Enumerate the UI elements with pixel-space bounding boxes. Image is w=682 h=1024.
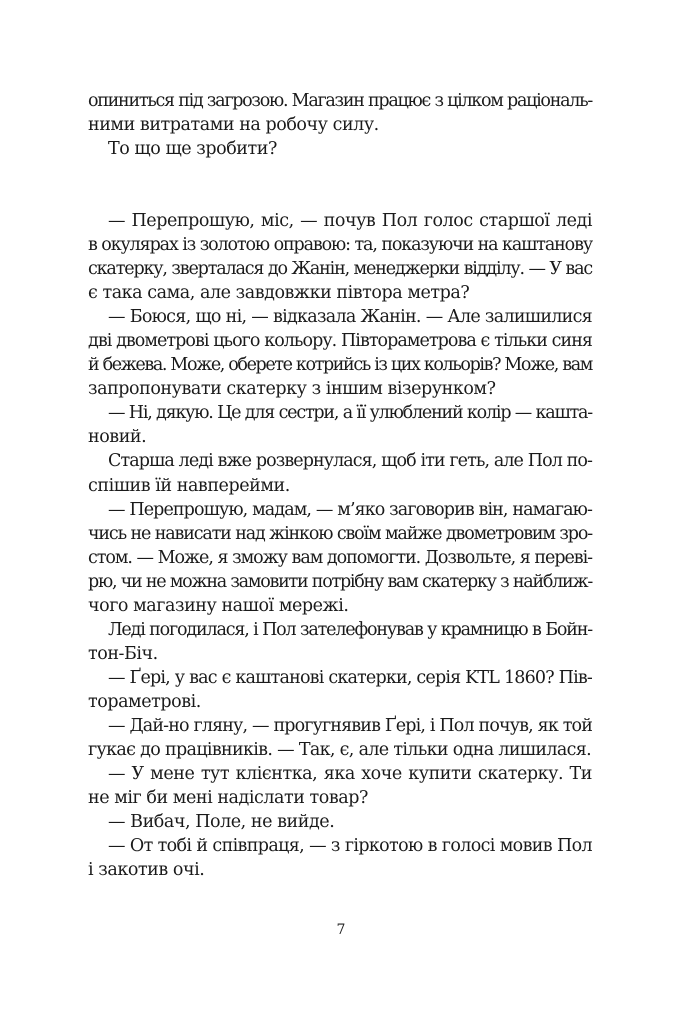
text-line: є така сама, але завдовжки півтора метра? xyxy=(88,283,470,304)
text-line: скатерку, зверталася до Жанін, менеджерки відділу. — У вас xyxy=(88,259,592,280)
text-line: чись не нависати над жінкою своїм майже двометровим зро- xyxy=(88,523,592,544)
text-line: тораметрові. xyxy=(88,691,201,712)
text-line: ними витратами на робочу силу. xyxy=(88,115,379,136)
text-line: тон-Біч. xyxy=(88,643,158,664)
text-line: — От тобі й співпраця, — з гіркотою в голосі мовив Пол xyxy=(108,836,592,857)
text-line: опиниться під загрозою. Магазин працює з цілком раціональ- xyxy=(88,91,592,111)
text-line: — Боюся, що ні, — відказала Жанін. — Але залишилися xyxy=(108,307,592,328)
text-line: — Перепрошую, мадам, — м’яко заговорив він, намагаю- xyxy=(108,499,592,520)
text-block-top xyxy=(88,89,592,161)
text-line: — Вибач, Поле, не вийде. xyxy=(108,812,335,833)
text-line: Старша леді вже розвернулася, щоб іти геть, але Пол по- xyxy=(108,451,592,472)
text-line: запропонувати скатерку з іншим візерунком? xyxy=(88,379,496,400)
text-line: Леді погодилася, і Пол зателефонував у крамницю в Бойн- xyxy=(108,619,592,640)
text-line: рю, чи не можна замовити потрібну вам скатерку з найближ- xyxy=(88,571,592,592)
text-line: — Перепрошую, міс, — почув Пол голос старшої леді xyxy=(108,211,592,231)
text-line: гукає до працівників. — Так, є, але тільки одна лишилася. xyxy=(88,740,591,761)
text-line: й бежева. Може, оберете котрийсь із цих кольорів? Може, вам xyxy=(88,355,592,376)
text-line: — Ґері, у вас є каштанові скатерки, серія KTL 1860? Пів- xyxy=(108,667,592,688)
text-line: стом. — Може, я зможу вам допомогти. Дозвольте, я переві- xyxy=(88,547,592,568)
text-line: спішив їй навперейми. xyxy=(88,475,290,496)
page-number: 7 xyxy=(336,922,346,938)
text-line: — Дай-но гляну, — прогугнявив Ґері, і Пол почув, як той xyxy=(108,715,592,736)
text-line: — У мене тут клієнтка, яка хоче купити скатерку. Ти xyxy=(108,764,592,785)
text-line: і закотив очі. xyxy=(88,860,205,881)
text-line: не міг би мені надіслати товар? xyxy=(88,788,368,809)
text-line: новий. xyxy=(88,427,147,448)
text-line: — Ні, дякую. Це для сестри, а її улюблений колір — кашта- xyxy=(108,403,592,424)
text-line: дві двометрові цього кольору. Півтораметрова є тільки синя xyxy=(88,331,592,352)
text-line: в окулярах із золотою оправою: та, показуючи на каштанову xyxy=(88,235,592,256)
text-block-main xyxy=(88,209,592,882)
text-line: чого магазину нашої мережі. xyxy=(88,595,349,616)
text-line: То що ще зробити? xyxy=(108,139,277,160)
